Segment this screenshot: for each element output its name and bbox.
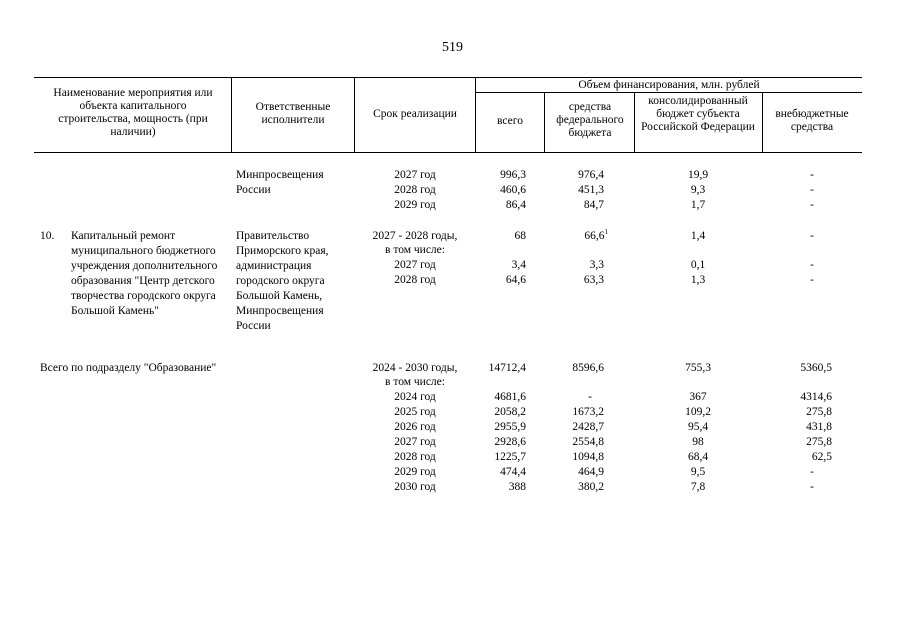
federal-cell: 380,2: [578, 481, 604, 493]
column-divider: [231, 77, 232, 153]
period-cell: 2028 год: [394, 184, 436, 196]
summary-label: Всего по подразделу "Образование": [40, 362, 217, 374]
federal-value: 66,6: [584, 230, 605, 242]
header-consolidated: консолидированный бюджет субъекта Российской Федерации: [641, 95, 755, 133]
consolidated-cell: 98: [692, 436, 704, 448]
consolidated-cell: 109,2: [685, 406, 711, 418]
period-cell: 2028 год: [394, 274, 436, 286]
period-sub: в том числе:: [385, 376, 445, 388]
extra-cell: -: [810, 466, 814, 478]
header-total: всего: [497, 115, 523, 127]
extra-cell: -: [810, 199, 814, 211]
consolidated-cell: 755,3: [685, 362, 711, 374]
period-cell: 2027 год: [394, 436, 436, 448]
consolidated-cell: 19,9: [687, 169, 709, 181]
total-cell: 86,4: [505, 199, 526, 211]
total-cell: 14712,4: [488, 362, 526, 374]
page-number: 519: [442, 40, 463, 55]
header-period: Срок реализации: [373, 108, 457, 120]
total-cell: 2058,2: [494, 406, 526, 418]
period-cell: 2025 год: [394, 406, 436, 418]
federal-cell: 451,3: [578, 184, 604, 196]
consolidated-cell: 7,8: [690, 481, 706, 493]
total-cell: 2928,6: [494, 436, 526, 448]
federal-cell: 1094,8: [572, 451, 604, 463]
consolidated-cell: 367: [689, 391, 707, 403]
consolidated-cell: 0,1: [690, 259, 706, 271]
federal-cell: 84,7: [583, 199, 604, 211]
period-main: 2027 - 2028 годы,: [372, 230, 458, 242]
extra-cell: -: [810, 230, 814, 242]
extra-cell: 5360,5: [800, 362, 832, 374]
extra-cell: -: [810, 184, 814, 196]
total-cell: 2955,9: [494, 421, 526, 433]
period-cell: 2024 год: [394, 391, 436, 403]
header-funding-group: Объем финансирования, млн. рублей: [578, 79, 760, 91]
consolidated-cell: 1,7: [690, 199, 706, 211]
total-cell: 388: [508, 481, 526, 493]
item-number: 10.: [40, 230, 55, 242]
column-divider: [634, 92, 635, 153]
extra-cell: 4314,6: [800, 391, 832, 403]
total-cell: 4681,6: [494, 391, 526, 403]
consolidated-cell: 9,5: [690, 466, 706, 478]
federal-cell: [548, 229, 608, 244]
total-cell: 68: [514, 230, 526, 242]
header-executors: Ответственные исполнители: [255, 101, 331, 126]
column-divider: [475, 77, 476, 153]
total-cell: 3,4: [511, 259, 526, 271]
extra-cell: 62,5: [811, 451, 832, 463]
consolidated-cell: 1,3: [690, 274, 706, 286]
column-divider: [354, 77, 355, 153]
federal-cell: -: [588, 391, 592, 403]
consolidated-cell: 1,4: [690, 230, 706, 242]
federal-cell: 2554,8: [572, 436, 604, 448]
total-cell: 474,4: [500, 466, 526, 478]
period-cell: 2030 год: [394, 481, 436, 493]
executor-cell: Минпросвещения России: [236, 169, 324, 196]
funding-group-rule: [475, 92, 862, 93]
federal-cell: 1673,2: [572, 406, 604, 418]
period-cell: 2027 год: [394, 169, 436, 181]
period-cell: 2029 год: [394, 466, 436, 478]
federal-cell: 464,9: [578, 466, 604, 478]
column-divider: [544, 92, 545, 153]
period-cell: 2026 год: [394, 421, 436, 433]
period-main: 2024 - 2030 годы,: [372, 362, 458, 374]
consolidated-cell: 9,3: [690, 184, 706, 196]
header-federal: средства федерального бюджета: [556, 101, 624, 139]
header-top-rule: [34, 77, 862, 78]
item-name: Капитальный ремонт муниципального бюджетного учреждения дополнительного образования "Центр детского творчества городского округа Большой Камень": [71, 230, 218, 317]
period-cell: 2029 год: [394, 199, 436, 211]
extra-cell: -: [810, 169, 814, 181]
federal-cell: 3,3: [589, 259, 604, 271]
total-cell: 996,3: [500, 169, 526, 181]
extra-cell: 275,8: [806, 436, 832, 448]
period-cell: 2027 год: [394, 259, 436, 271]
header-name: Наименование мероприятия или объекта капитального строительства, мощность (при наличии): [53, 87, 213, 138]
total-cell: 1225,7: [494, 451, 526, 463]
extra-cell: -: [810, 259, 814, 271]
extra-cell: 275,8: [806, 406, 832, 418]
federal-cell: 63,3: [583, 274, 604, 286]
consolidated-cell: 95,4: [687, 421, 709, 433]
federal-cell: 2428,7: [572, 421, 604, 433]
federal-cell: 8596,6: [572, 362, 604, 374]
executor-cell: Правительство Приморского края, администрация городского округа Большой Камень, Минпросвещения России: [236, 230, 329, 332]
header-extrabudget: внебюджетные средства: [775, 108, 849, 133]
extra-cell: -: [810, 274, 814, 286]
period-sub: в том числе:: [385, 244, 445, 256]
column-divider: [762, 92, 763, 153]
federal-cell: 976,4: [578, 169, 604, 181]
total-cell: 64,6: [505, 274, 526, 286]
consolidated-cell: 68,4: [687, 451, 709, 463]
extra-cell: -: [810, 481, 814, 493]
header-bottom-rule: [34, 152, 862, 153]
total-cell: 460,6: [500, 184, 526, 196]
footnote-mark: 1: [604, 228, 608, 237]
extra-cell: 431,8: [806, 421, 832, 433]
period-cell: 2028 год: [394, 451, 436, 463]
